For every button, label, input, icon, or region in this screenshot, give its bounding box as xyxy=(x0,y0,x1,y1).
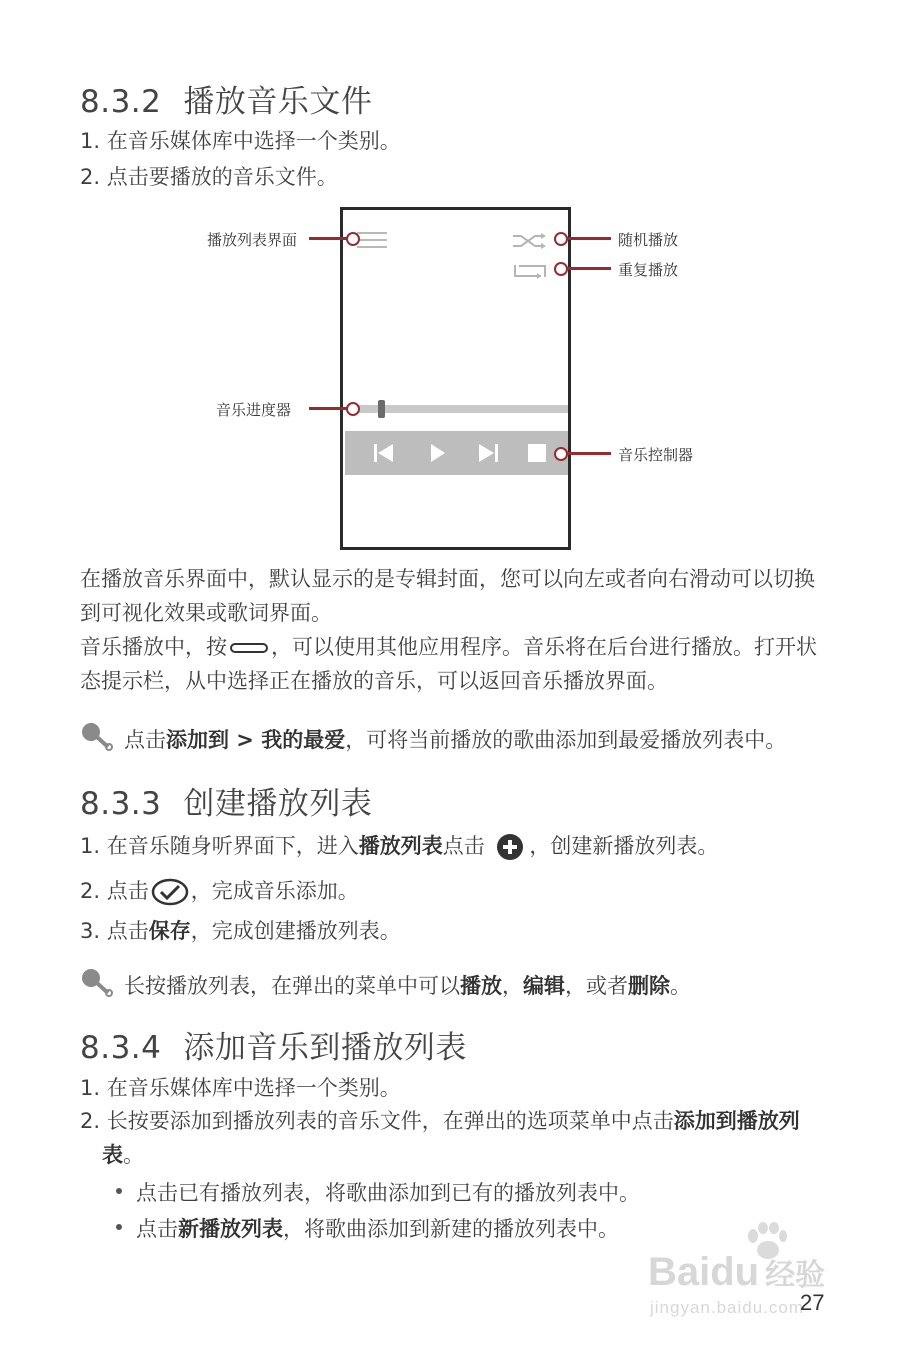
callout-playlist-label: 播放列表界面 xyxy=(207,231,298,249)
section-title: 添加音乐到播放列表 xyxy=(183,1030,467,1066)
shuffle-icon xyxy=(511,232,549,250)
add-plus-icon xyxy=(495,833,525,861)
menu-path-favorite: 添加到 > 我的最爱 xyxy=(166,728,346,752)
music-player-diagram xyxy=(340,207,571,550)
bullet-marker xyxy=(116,1224,122,1230)
control-bar xyxy=(345,431,568,475)
repeat-icon xyxy=(511,262,549,280)
tip-add-favorite: 点击添加到 > 我的最爱，可将当前播放的歌曲添加到最爱播放列表中。 xyxy=(124,728,787,752)
next-icon xyxy=(477,443,499,463)
section-number: 8.3.2 xyxy=(80,84,162,120)
section-title: 播放音乐文件 xyxy=(183,84,373,120)
callout-repeat-label: 重复播放 xyxy=(618,261,679,279)
callout-shuffle-dot xyxy=(554,232,568,246)
bullet-marker xyxy=(116,1188,122,1194)
watermark-url: jingyan.baidu.com xyxy=(650,1298,805,1317)
tip-icon xyxy=(80,968,114,998)
section-heading-832 xyxy=(80,76,372,121)
bullet-new-playlist: 点击新播放列表，将歌曲添加到新建的播放列表中。 xyxy=(136,1217,619,1241)
watermark-brand: Baidu 经验 xyxy=(648,1250,826,1294)
step-833-1: 1. 在音乐随身听界面下，进入播放列表点击 ，创建新播放列表。 xyxy=(80,830,718,861)
section-heading-834 xyxy=(80,1022,467,1067)
callout-controls-dot xyxy=(554,447,568,461)
paragraph-album-cover: 在播放音乐界面中，默认显示的是专辑封面，您可以向左或者向右滑动可以切换到可视化效果或歌词界面。 xyxy=(80,567,815,625)
callout-playlist-dot xyxy=(346,232,360,246)
step-834-2: 2. 长按要添加到播放列表的音乐文件，在弹出的选项菜单中点击添加到播放列表。 xyxy=(80,1109,800,1167)
bullet-existing-playlist: 点击已有播放列表，将歌曲添加到已有的播放列表中。 xyxy=(136,1181,640,1205)
callout-progress-label: 音乐进度器 xyxy=(216,401,292,419)
section-number: 8.3.3 xyxy=(80,786,162,822)
callout-repeat-dot xyxy=(554,262,568,276)
section-title: 创建播放列表 xyxy=(183,786,373,822)
tip-icon xyxy=(80,722,114,752)
step-832-1: 1. 在音乐媒体库中选择一个类别。 xyxy=(80,129,401,153)
stop-icon xyxy=(527,443,547,463)
step-834-1: 1. 在音乐媒体库中选择一个类别。 xyxy=(80,1076,401,1100)
baidu-watermark xyxy=(648,1222,868,1322)
checkmark-icon xyxy=(151,878,189,906)
previous-icon xyxy=(373,443,395,463)
paragraph-background-play: 音乐播放中，按 ，可以使用其他应用程序。音乐将在后台进行播放。打开状态提示栏，从中选择正在播放的音乐，可以返回音乐播放界面。 xyxy=(80,635,817,693)
section-number: 8.3.4 xyxy=(80,1030,162,1066)
playlist-menu-icon xyxy=(357,230,389,250)
callout-controls-label: 音乐控制器 xyxy=(618,446,694,464)
callout-shuffle-label: 随机播放 xyxy=(618,231,679,249)
play-icon xyxy=(429,443,447,463)
tip-playlist-longpress: 长按播放列表，在弹出的菜单中可以播放，编辑，或者删除。 xyxy=(124,974,691,998)
page-number: 27 xyxy=(800,1290,825,1315)
progress-thumb xyxy=(378,400,385,418)
section-heading-833 xyxy=(80,778,372,823)
home-key-icon xyxy=(229,641,269,655)
step-832-2: 2. 点击要播放的音乐文件。 xyxy=(80,165,338,189)
step-833-3: 3. 点击保存，完成创建播放列表。 xyxy=(80,919,401,943)
progress-track xyxy=(357,405,568,413)
step-833-2: 2. 点击 ，完成音乐添加。 xyxy=(80,875,359,906)
callout-progress-dot xyxy=(346,402,360,416)
